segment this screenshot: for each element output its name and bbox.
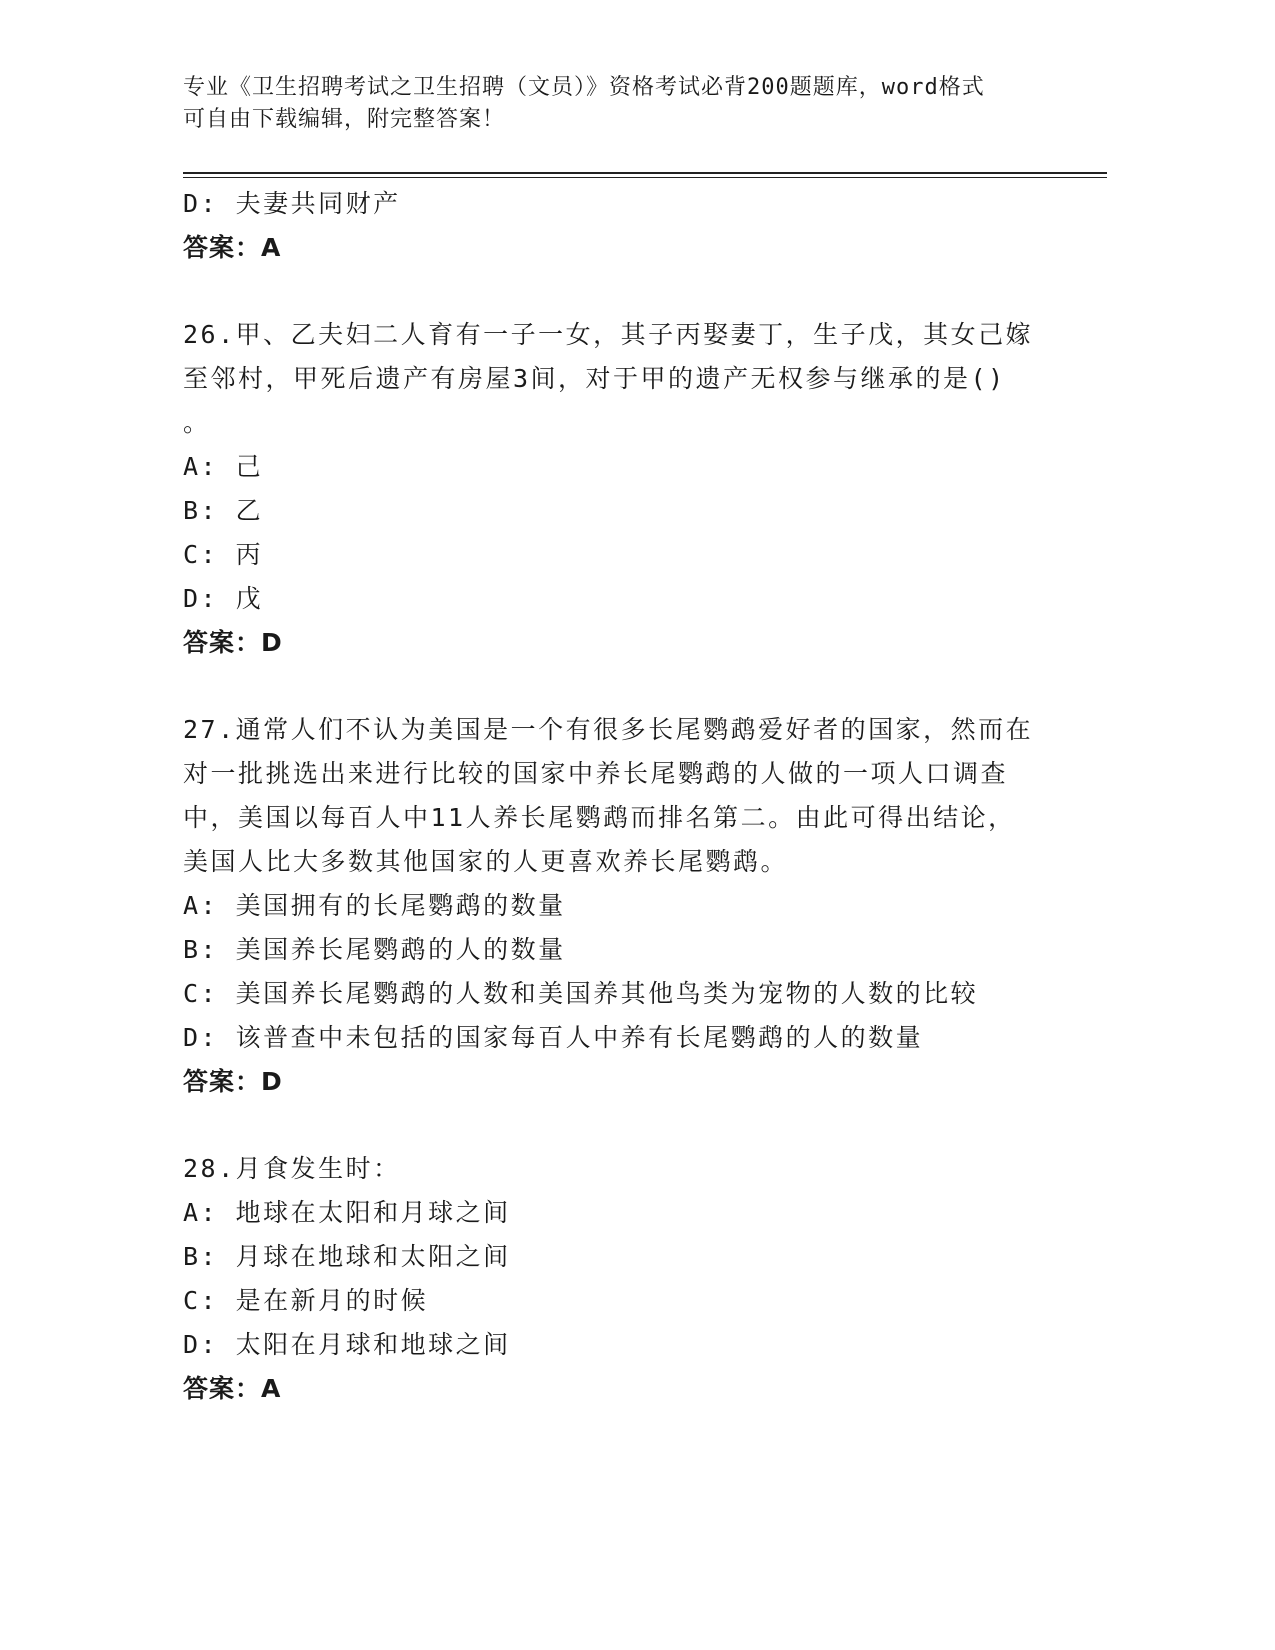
question-26-stem-line-1: 26.甲、乙夫妇二人育有一子一女，其子丙娶妻丁，生子戊，其女己嫁 — [183, 320, 1034, 349]
question-26 — [183, 313, 1043, 665]
question-27-stem-line-3: 中，美国以每百人中11人养长尾鹦鹉而排名第二。由此可得出结论， — [183, 803, 1016, 832]
question-28-option-c: C: 是在新月的时候 — [183, 1286, 429, 1315]
question-26-answer: 答案：D — [183, 628, 283, 657]
question-27-option-a: A: 美国拥有的长尾鹦鹉的数量 — [183, 891, 566, 920]
question-26-option-d: D: 戊 — [183, 584, 264, 613]
question-26-stem-line-2: 至邻村，甲死后遗产有房屋3间，对于甲的遗产无权参与继承的是() — [183, 364, 1006, 393]
question-27-option-b: B: 美国养长尾鹦鹉的人的数量 — [183, 935, 566, 964]
spacer — [183, 270, 1043, 313]
prev-option-d: D: 夫妻共同财产 — [183, 189, 401, 218]
question-27-stem-line-4: 美国人比大多数其他国家的人更喜欢养长尾鹦鹉。 — [183, 847, 789, 876]
question-28-option-d: D: 太阳在月球和地球之间 — [183, 1330, 511, 1359]
question-27-stem-line-1: 27.通常人们不认为美国是一个有很多长尾鹦鹉爱好者的国家，然而在 — [183, 715, 1034, 744]
question-27-option-c: C: 美国养长尾鹦鹉的人数和美国养其他鸟类为宠物的人数的比较 — [183, 979, 979, 1008]
question-list — [183, 182, 1043, 1411]
question-27-answer: 答案：D — [183, 1067, 283, 1096]
spacer — [183, 665, 1043, 708]
question-28-option-b: B: 月球在地球和太阳之间 — [183, 1242, 511, 1271]
header-line-2: 可自由下载编辑，附完整答案！ — [183, 107, 506, 132]
question-28-answer: 答案：A — [183, 1374, 282, 1403]
question-27 — [183, 708, 1043, 1104]
header-rule-thick — [183, 172, 1107, 174]
question-28-stem-line-1: 28.月食发生时： — [183, 1154, 401, 1183]
document-header — [183, 72, 1083, 136]
prev-answer: 答案：A — [183, 233, 282, 262]
question-26-stem-line-3: 。 — [183, 408, 211, 437]
question-26-option-b: B: 乙 — [183, 496, 264, 525]
question-26-option-a: A: 己 — [183, 452, 264, 481]
spacer — [183, 1104, 1043, 1147]
header-rule-thin — [183, 177, 1107, 178]
question-28 — [183, 1147, 1043, 1411]
question-27-option-d: D: 该普查中未包括的国家每百人中养有长尾鹦鹉的人的数量 — [183, 1023, 924, 1052]
header-line-1: 专业《卫生招聘考试之卫生招聘（文员）》资格考试必背200题题库，word格式 — [183, 75, 985, 100]
question-27-stem-line-2: 对一批挑选出来进行比较的国家中养长尾鹦鹉的人做的一项人口调查 — [183, 759, 1009, 788]
question-26-option-c: C: 丙 — [183, 540, 264, 569]
question-28-option-a: A: 地球在太阳和月球之间 — [183, 1198, 511, 1227]
